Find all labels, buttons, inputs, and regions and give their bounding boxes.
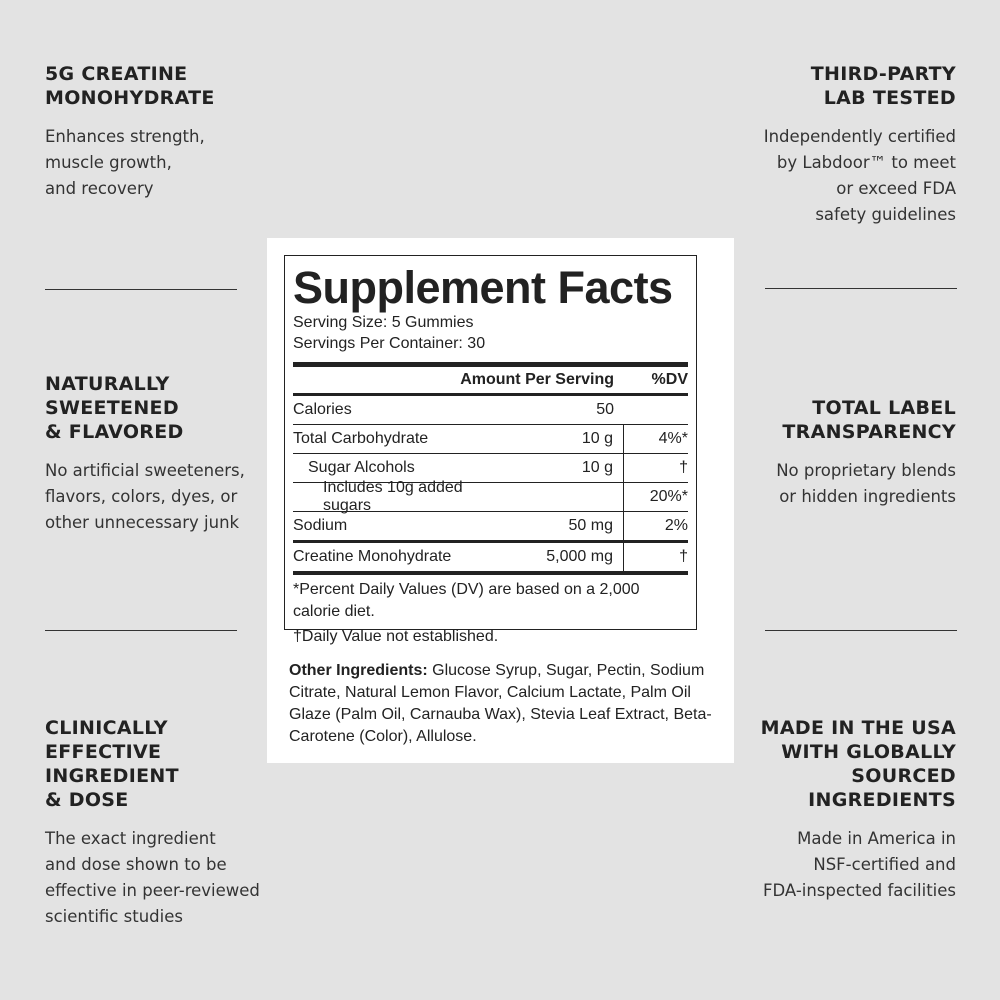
feature-description: Independently certified by Labdoor™ to meet or exceed FDA safety guidelines [763,127,956,224]
facts-row [293,425,688,454]
nutrient-amount: 10 g [581,459,613,476]
nutrient-dv: 4%* [623,425,688,453]
nutrient-dv: † [623,454,688,482]
ingredients-label: Other Ingredients: [289,662,428,679]
nutrient-amount: 10 g [581,430,613,447]
ingredients-text: Glucose Syrup, Sugar, Pectin, Sodium Citrate, Natural Lemon Flavor, Calcium Lactate, Palm Oil Glaze (Palm Oil, Carnauba Wax), Stevia Leaf Extract, Beta-Carotene (Color), Allulose. [289,662,712,745]
nutrient-name: Creatine Monohydrate [293,548,452,565]
footnote-dv: *Percent Daily Values (DV) are based on a 2,000 calorie diet. [293,581,640,620]
divider [765,630,957,631]
feature-creatine [45,62,305,202]
nutrient-name: Sodium [293,517,348,534]
nutrient-name: Total Carbohydrate [293,430,429,447]
facts-row [293,479,688,514]
supplement-facts-panel [267,238,734,763]
nutrient-amount: 50 [596,401,614,418]
serving-size: Serving Size: 5 Gummies [293,314,474,331]
footnote-not-established: †Daily Value not established. [293,628,499,645]
facts-row [293,543,688,571]
other-ingredients [289,660,719,748]
nutrient-dv: † [623,543,688,571]
feature-title: THIRD-PARTY LAB TESTED [810,63,956,109]
facts-footnotes [293,579,688,648]
facts-row [293,396,688,425]
servings-per-container: Servings Per Container: 30 [293,335,486,352]
divider [45,289,237,290]
nutrient-dv: 20%* [623,483,688,511]
divider [765,288,957,289]
facts-title: Supplement Facts [293,262,673,313]
feature-description: Enhances strength, muscle growth, and recovery [45,127,205,198]
feature-title: TOTAL LABEL TRANSPARENCY [782,397,956,443]
feature-lab-tested [696,62,956,228]
nutrient-name: Includes 10g added sugars [323,479,463,514]
feature-description: Made in America in NSF-certified and FDA-inspected facilities [762,829,956,900]
feature-clinical [45,716,305,930]
feature-title: CLINICALLY EFFECTIVE INGREDIENT & DOSE [45,717,179,811]
feature-description: No proprietary blends or hidden ingredients [776,461,956,506]
supplement-facts-box [284,255,697,645]
header-dv: %DV [651,371,688,388]
nutrient-dv: 2% [623,512,688,540]
nutrient-dv [624,396,688,424]
thick-rule [293,571,688,575]
feature-title: NATURALLY SWEETENED & FLAVORED [45,373,184,443]
facts-header [293,367,688,396]
nutrient-name: Calories [293,401,352,418]
feature-description: The exact ingredient and dose shown to be effective in peer-reviewed scientific studies [45,829,260,926]
feature-description: No artificial sweeteners, flavors, colors, dyes, or other unnecessary junk [45,461,245,532]
nutrient-name: Sugar Alcohols [308,459,415,476]
feature-title: MADE IN THE USA WITH GLOBALLY SOURCED INGREDIENTS [760,717,956,811]
nutrient-amount: 5,000 mg [546,548,613,565]
divider [45,630,237,631]
feature-title: 5G CREATINE MONOHYDRATE [45,63,215,109]
nutrient-amount: 50 mg [568,517,613,534]
header-amount: Amount Per Serving [460,371,614,388]
feature-transparency [696,396,956,510]
facts-row [293,512,688,543]
feature-sweetened [45,372,305,536]
feature-made-in-usa [696,716,956,904]
